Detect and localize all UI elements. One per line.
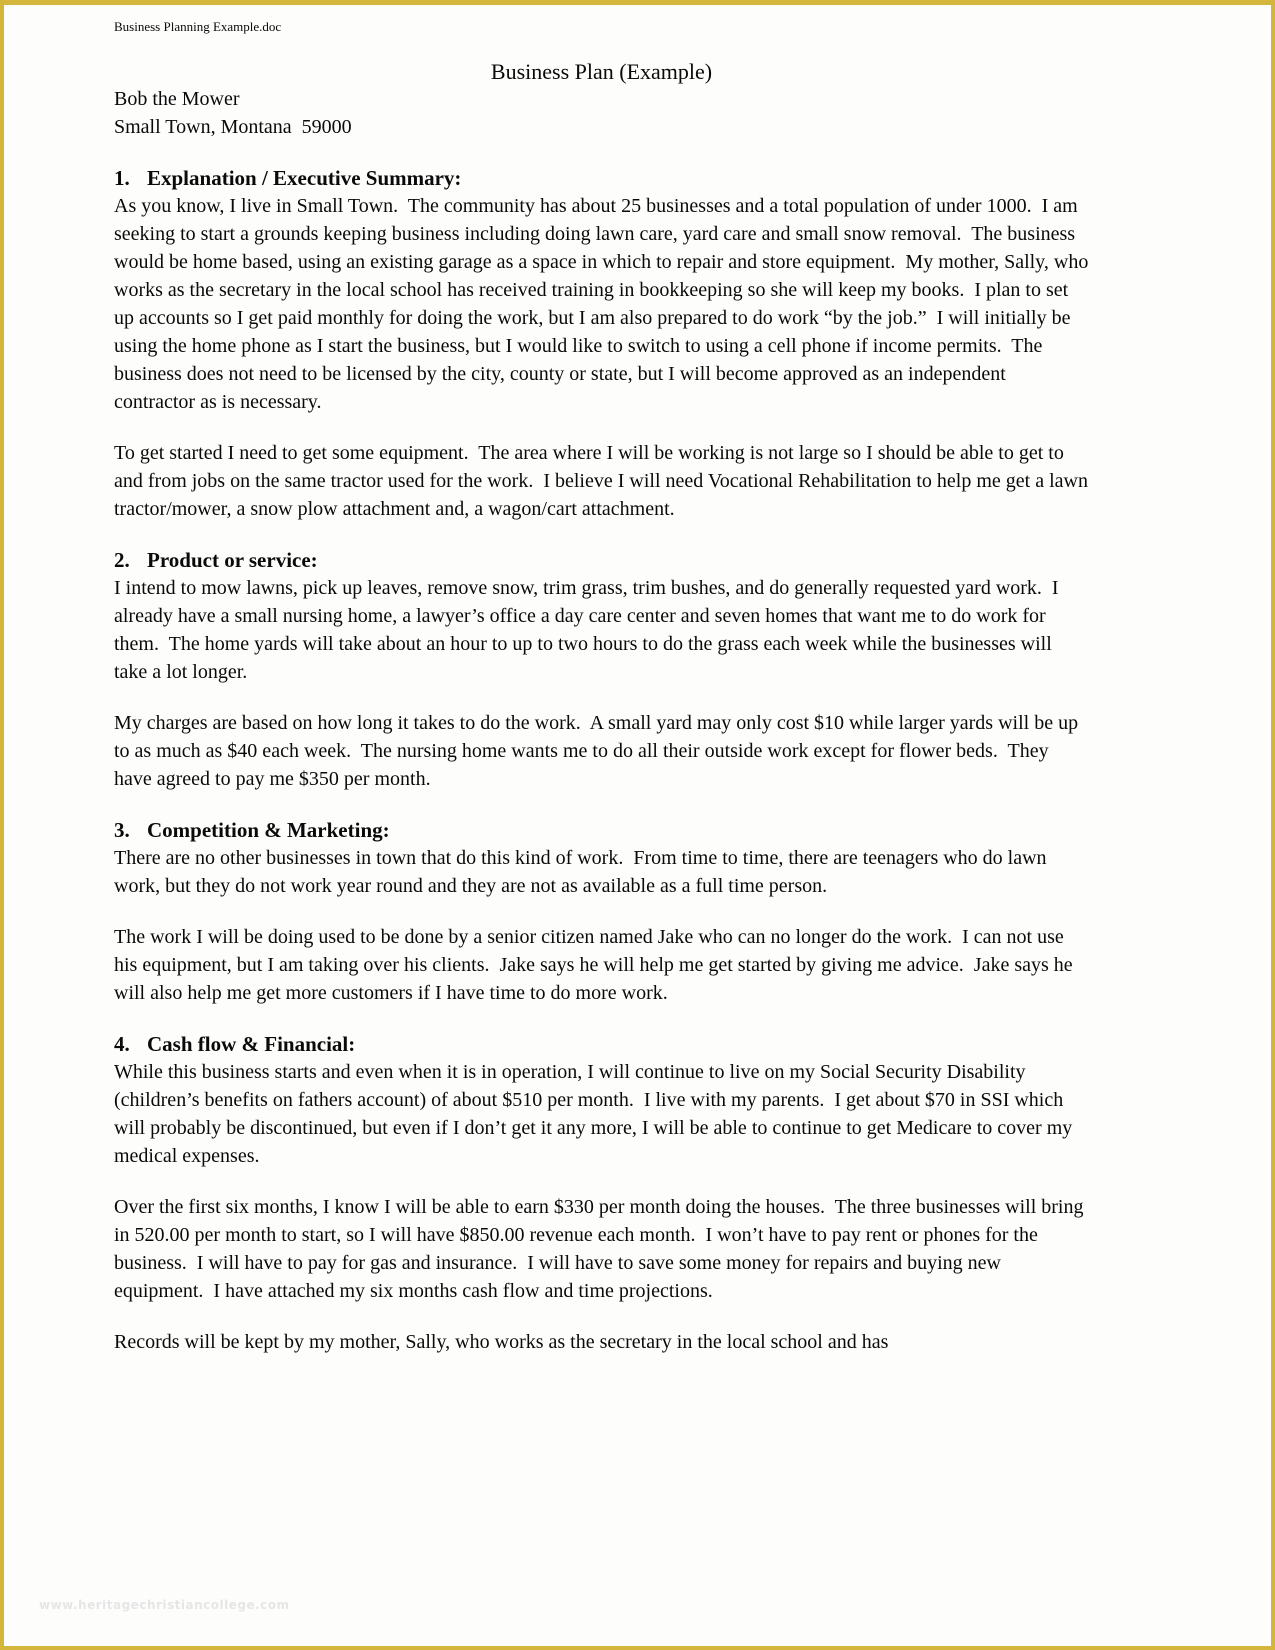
- section-title: Explanation / Executive Summary:: [147, 166, 462, 190]
- section-title: Product or service:: [147, 548, 318, 572]
- watermark-url: www.heritagechristiancollege.com: [39, 1598, 290, 1612]
- document-content: [4, 5, 1271, 1646]
- section-heading-4: [114, 1030, 1089, 1058]
- paragraph: I intend to mow lawns, pick up leaves, remove snow, trim grass, trim bushes, and do generally requested yard work. I already have a small nursing home, a lawyer’s office a day care center and seven homes that want me to do work for them. The home yards will take about an hour to up to two hours to do the grass each week while the businesses will take a lot longer.: [114, 577, 1064, 683]
- paragraph: The work I will be doing used to be done by a senior citizen named Jake who can no longer do the work. I can not use his equipment, but I am taking over his clients. Jake says he will help me get started by giving me advice. Jake says he will also help me get more customers if I have time to do more work.: [114, 926, 1078, 1004]
- section-heading-3: [114, 816, 1089, 844]
- author-name: Bob the Mower: [114, 88, 240, 110]
- section-heading-1: [114, 164, 1089, 192]
- document-title: Business Plan (Example): [490, 59, 713, 84]
- paragraph: Records will be kept by my mother, Sally, who works as the secretary in the local school and has: [114, 1331, 889, 1353]
- paragraph: My charges are based on how long it takes to do the work. A small yard may only cost $10 while larger yards will be up to as much as $40 each week. The nursing home wants me to do all their outside work except for flower beds. They have agreed to pay me $350 per month.: [114, 712, 1084, 790]
- section-number: 2.: [114, 548, 130, 572]
- section-title: Cash flow & Financial:: [147, 1032, 356, 1056]
- author-block: [114, 85, 1089, 141]
- paragraph: There are no other businesses in town that do this kind of work. From time to time, there are teenagers who do lawn work, but they do not work year round and they are not as available as a full time person.: [114, 847, 1052, 897]
- section-number: 4.: [114, 1032, 130, 1056]
- doc-filename: Business Planning Example.doc: [114, 19, 282, 34]
- paragraph: Over the first six months, I know I will be able to earn $330 per month doing the houses. The three businesses will bring in 520.00 per month to start, so I will have $850.00 revenue each month. I won’t have to pay rent or phones for the business. I will have to pay for gas and insurance. I will have to save some money for repairs and buying new equipment. I have attached my six months cash flow and time projections.: [114, 1196, 1089, 1302]
- paragraph: To get started I need to get some equipment. The area where I will be working is not large so I should be able to get to and from jobs on the same tractor used for the work. I believe I will need Vocational Rehabilitation to help me get a lawn tractor/mower, a snow plow attachment and, a wagon/cart attachment.: [114, 442, 1093, 520]
- section-title: Competition & Marketing:: [147, 818, 390, 842]
- paragraph: While this business starts and even when it is in operation, I will continue to live on my Social Security Disability (children’s benefits on fathers account) of about $510 per month. I live with my parents. I get about $70 in SSI which will probably be discontinued, but even if I don’t get it any more, I will be able to continue to get Medicare to cover my medical expenses.: [114, 1061, 1078, 1167]
- author-address: Small Town, Montana 59000: [114, 116, 352, 138]
- paragraph: As you know, I live in Small Town. The community has about 25 businesses and a total population of under 1000. I am seeking to start a grounds keeping business including doing lawn care, yard care and small snow removal. The business would be home based, using an existing garage as a space in which to repair and store equipment. My mother, Sally, who works as the secretary in the local school has received training in bookkeeping so she will keep my books. I plan to set up accounts so I get paid monthly for doing the work, but I am also prepared to do work “by the job.” I will initially be using the home phone as I start the business, but I would like to switch to using a cell phone if income permits. The business does not need to be licensed by the city, county or state, but I will become approved as an independent contractor as is necessary.: [114, 195, 1094, 413]
- section-number: 1.: [114, 166, 130, 190]
- section-number: 3.: [114, 818, 130, 842]
- section-heading-2: [114, 546, 1089, 574]
